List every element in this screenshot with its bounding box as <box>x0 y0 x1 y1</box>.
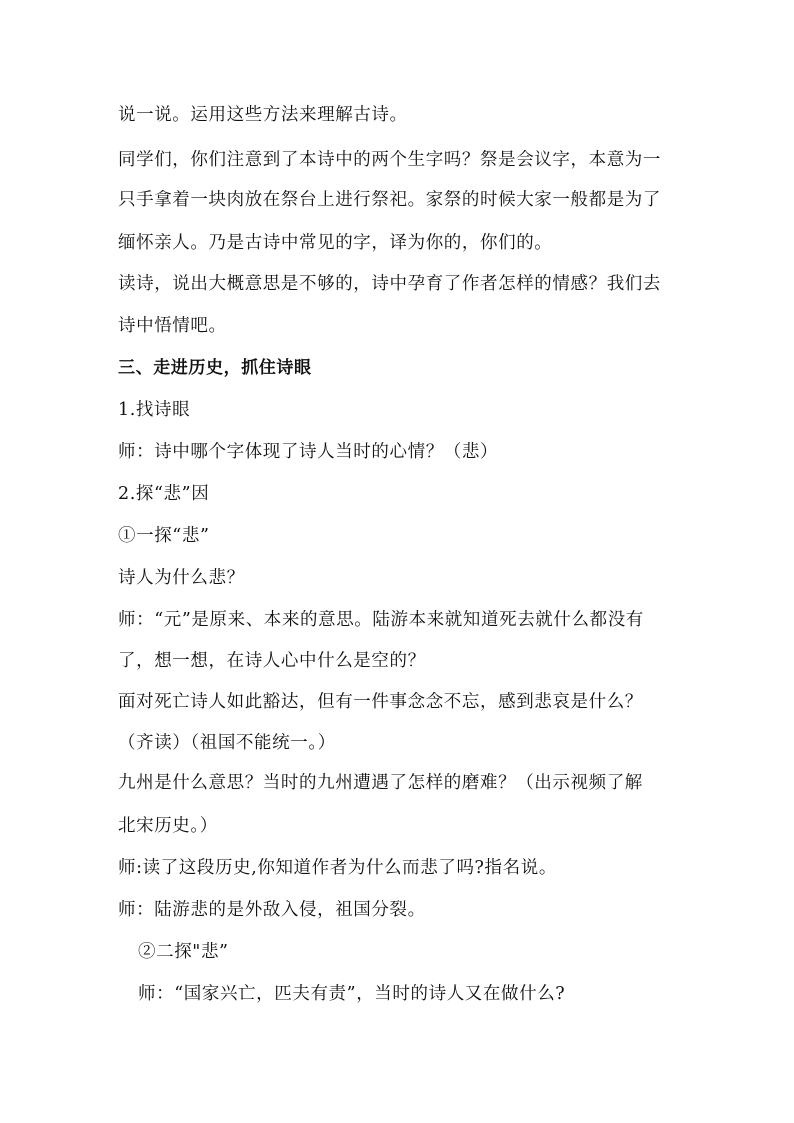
teacher-question-line: 师：诗中哪个字体现了诗人当时的心情？（悲） <box>118 442 499 462</box>
question-line: 诗人为什么悲？ <box>118 568 245 588</box>
subheading-find-poem-eye: 1.找诗眼 <box>118 400 191 420</box>
paragraph-line-3: 只手拿着一块肉放在祭台上进行祭祀。家祭的时候大家一般都是为了 <box>118 190 661 210</box>
subheading-second-explore: ②二探"悲” <box>138 942 229 962</box>
paragraph-line-15: 面对死亡诗人如此豁达，但有一件事念念不忘，感到悲哀是什么？ <box>118 692 643 712</box>
teacher-explanation-line-2: 了，想一想，在诗人心中什么是空的？ <box>118 651 426 671</box>
section-heading: 三、走进历史，抓住诗眼 <box>118 358 312 378</box>
paragraph-line-2: 同学们，你们注意到了本诗中的两个生字吗？祭是会议字，本意为一 <box>118 150 661 170</box>
paragraph-line-16: （齐读）（祖国不能统一。） <box>118 733 336 753</box>
teacher-line-duty: 师：“国家兴亡，匹夫有责”，当时的诗人又在做什么? <box>138 984 566 1004</box>
teacher-line-invasion: 师：陆游悲的是外敌入侵，祖国分裂。 <box>118 900 426 920</box>
teacher-line-history: 师:读了这段历史,你知道作者为什么而悲了吗?指名说。 <box>118 858 557 878</box>
paragraph-line-5: 读诗，说出大概意思是不够的，诗中孕育了作者怎样的情感？我们去 <box>118 274 661 294</box>
paragraph-line-18: 北宋历史。） <box>118 816 218 836</box>
subheading-first-explore: ①一探“悲” <box>118 526 210 546</box>
paragraph-line-1: 说一说。运用这些方法来理解古诗。 <box>118 105 408 125</box>
subheading-explore-sorrow: 2.探“悲”因 <box>118 484 210 504</box>
paragraph-line-17: 九州是什么意思？当时的九州遭遇了怎样的磨难？（出示视频了解 <box>118 773 643 793</box>
paragraph-line-4: 缅怀亲人。乃是古诗中常见的字，译为你的，你们的。 <box>118 233 553 253</box>
paragraph-line-6: 诗中悟情吧。 <box>118 316 227 336</box>
teacher-explanation-line-1: 师：“元”是原来、本来的意思。陆游本来就知道死去就什么都没有 <box>118 610 644 630</box>
